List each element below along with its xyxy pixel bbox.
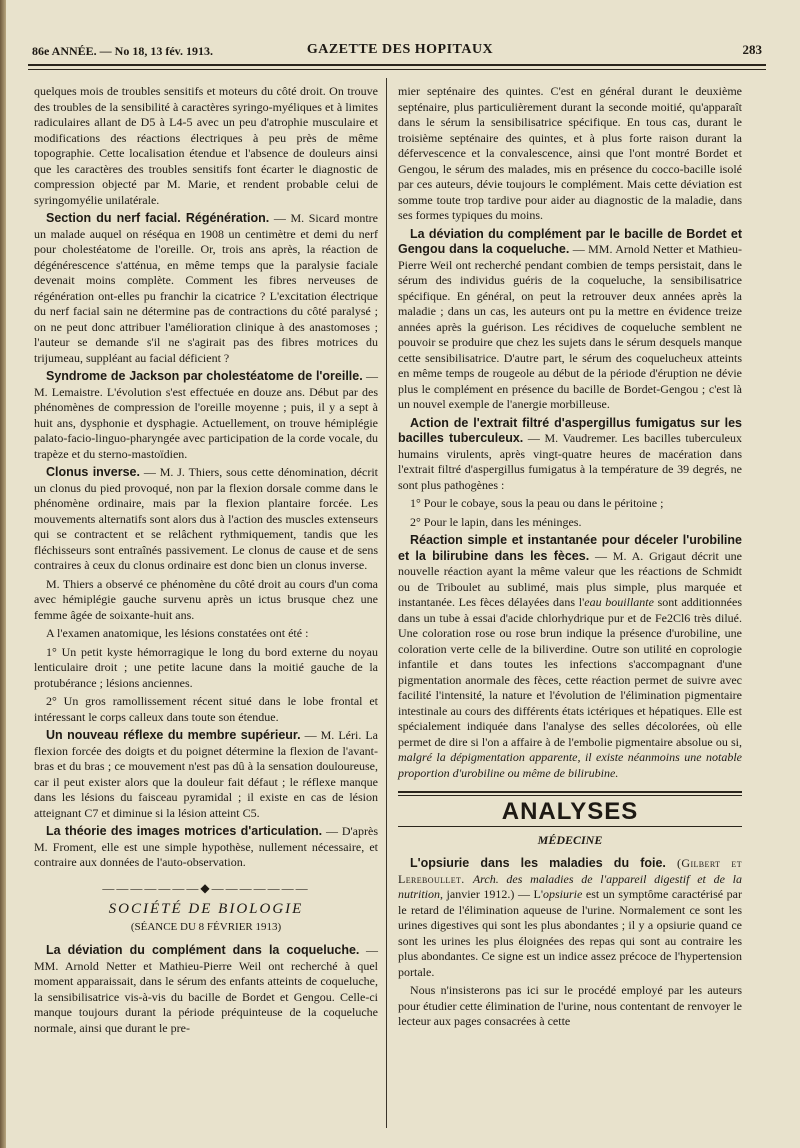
section-heading: L'opsiurie dans les maladies du foie. bbox=[410, 856, 666, 870]
analyses-rule-bottom bbox=[398, 826, 742, 827]
article-section-aspergillus bbox=[398, 416, 742, 494]
article-section-reflexe bbox=[34, 728, 378, 821]
paragraph: 1° Un petit kyste hémorragique le long du bord externe du noyau lenticulaire droit ; une petite lacune dans la moitié gauche de la protubérance ; lésions anciennes. bbox=[34, 644, 378, 690]
analysis-opsiurie bbox=[398, 856, 742, 980]
header-rule-thin bbox=[28, 69, 766, 70]
section-text: — M. Lemaistre. L'évolution s'est effectuée en douze ans. Début par des phénomènes de compression de l'oreille moyenne ; puis, il y a sept à huit ans, dysphonie et dysphagie. Actuellement, on trouve hémiplégie palato-facio-linguo-pharyngée avec participation de la corde vocale, du trapèze et du sterno-mastoïdien. bbox=[34, 369, 378, 461]
section-text: — M. A. Grigaut décrit une nouvelle réaction ayant la même valeur que les réactions de Schmidt ou de Triboulet au sublimé, mais plus simple, plus marquée et instantanée. Les fèces délayées dans l' bbox=[398, 548, 742, 609]
article-section-facial bbox=[34, 211, 378, 366]
section-heading: La déviation du complément dans la coqueluche. bbox=[46, 943, 360, 957]
paragraph: mier septénaire des quintes. C'est en général durant le deuxième septénaire, plus particulièrement durant la seconde moitié, qu'apparaît dans le sérum la sensibilisatrice spécifique. En tous cas, durant le troisième septénaire des quintes, et à plus forte raison durant la défervescence et la convalescence, ainsi que l'ont montré Bordet et Gengou, le sérum des malades, mis en présence du cocco-bacille isolé par ces auteurs, dévie toujours le complément. Mais cette déviation est somme toute trop tardive pour aider au diagnostic de la maladie, dans ses formes typiques du moins. bbox=[398, 84, 742, 222]
article-section-jackson bbox=[34, 369, 378, 462]
date-ref: , janvier 1912.) — L' bbox=[440, 887, 543, 901]
paragraph: 2° Pour le lapin, dans les méninges. bbox=[410, 514, 582, 529]
section-heading: Syndrome de Jackson par cholestéatome de l'oreille. bbox=[46, 369, 363, 383]
section-text: — M. Sicard montre un malade auquel on réséqua en 1908 un centimètre et demi du nerf pour cholestéatome de l'oreille. Or, trois ans après, la réaction de dégénérescence s'atténua, en même temps que la paralysie faciale devenait moins complète. Comment les fibres nerveuses de régénération ont-elles pu franchir la cicatrice ? L'excitation électrique du nerf facial sain ne détermine pas de contractions du côté paralysé ; on ne peut donc attribuer l'amélioration clinique à des anastomoses ; l'auteur se demande s'il ne s'agirait pas des fibres motrices du trijumeau, suppléant au facial déficient ? bbox=[34, 211, 378, 365]
article-section-urobiline bbox=[398, 533, 742, 781]
section-heading: Section du nerf facial. Régénération. bbox=[46, 211, 270, 225]
paragraph: 2° Un gros ramollissement récent situé dans le lobe frontal et intéressant le corps calleux dans toute son étendue. bbox=[34, 694, 378, 724]
paragraph: 1° Pour le cobaye, sous la peau ou dans le péritoine ; bbox=[410, 496, 664, 510]
paragraph: quelques mois de troubles sensitifs et moteurs du côté droit. On trouve des troubles de la sensibilité à caractères syringo-myéliques et à limites radiculaires allant de D5 à L4-5 avec un peu d'atrophie musculaire et modifications des réactions électriques à peu près de même topographie. Cette localisation étendue et l'absence de douleurs ainsi que les caractères des troubles sensitifs font écarter le diagnostic de compression objecté par M. Marie, et rendent probable celui de syringomyélie unilatérale. bbox=[34, 84, 378, 207]
journal-title: GAZETTE DES HOPITAUX bbox=[306, 42, 494, 57]
page-spine bbox=[0, 0, 6, 1148]
paragraph: M. Thiers a observé ce phénomène du côté droit au cours d'un coma avec hémiplégie gauche survenu après un ictus brusque chez une femme âgée de soixante-huit ans. bbox=[34, 576, 378, 622]
left-column bbox=[34, 84, 378, 1039]
section-text: est un symptôme caractérisé par le retard de l'élimination aqueuse de l'urine. Normalement ce sont les urines digestives qui sont les plus abondantes ; il y a opsiurie quand ce sont les urines les plus éloignées des repas qui sont au contraire les plus abondantes. Ce signe est un indice assez précoce de l'hypertension portale. bbox=[398, 887, 742, 979]
section-text: — M. Vaudremer. Les bacilles tuberculeux humains virulents, après vingt-quatre heures de macération dans l'extrait filtré d'aspergillus fumigatus à la température de 39 degrés, ne sont plus pathogènes : bbox=[398, 431, 742, 492]
issue-info: 86e ANNÉE. — No 18, 13 fév. 1913. bbox=[32, 44, 213, 58]
section-text: — M. J. Thiers, sous cette dénomination, décrit un clonus du pied provoqué, non par la flexion dorsale comme dans le phénomène ordinaire, mais par la flexion plantaire forcée. Les mouvements alternatifs sont alors dus à l'action des muscles extenseurs qui se contractent et se relâchent rythmiquement, tandis que les fléchisseurs sont entraînés passivement. Le clonus de cause et de sens contraires à ceux du clonus ordinaire est donc bien un clonus inverse. bbox=[34, 465, 378, 572]
authors: (Gilbert et Lereboullet. bbox=[398, 856, 742, 886]
section-heading: Action de l'extrait filtré d'aspergillus fumigatus sur les bacilles tuberculeux. bbox=[398, 415, 742, 445]
section-text: — M. Léri. La flexion forcée des doigts et du poignet détermine la flexion de l'avant-bras et du bras ; ce mouvement n'est pas dû à la sensation douloureuse, car il peut exister alors que la douleur fait défaut ; le réflexe manque dans les lésions du faisceau pyramidal ; il existe en cas de lésion atteignant C7 et diminue si la lésion atteint C5. bbox=[34, 728, 379, 820]
section-text: sont additionnées dans un tube à essai d'acide chlorhydrique pur et de Fe2Cl6 très dilué. Une coloration rose ou rose brun indique la présence d'urobiline, une coloration verte celle de la biliverdine. Outre son utilité en coprologie infantile et dans toutes les infections s'accompagnant d'une pigmentation anormale des fèces, cette réaction permet de suivre avec facilité l'intensité, la nature et l'évolution de l'élimination pigmentaire intestinale au cours des différents états ictériques et hépatiques. Elle est spécialement indiquée dans l'analyse des selles décolorées, où elle permet de dire si l'on a affaire à de l'embolie pigmentaire absolue ou si, bbox=[398, 595, 742, 749]
article-section-coqueluche bbox=[34, 943, 378, 1036]
analyses-rule-thin bbox=[398, 795, 742, 796]
analyses-heading: ANALYSES bbox=[501, 798, 639, 825]
section-heading: La déviation du complément par le bacille de Bordet et Gengou dans la coqueluche. bbox=[398, 226, 742, 256]
article-section-clonus bbox=[34, 465, 378, 574]
paragraph: A l'examen anatomique, les lésions constatées ont été : bbox=[46, 626, 309, 640]
society-session: (SÉANCE DU 8 FÉVRIER 1913) bbox=[130, 920, 282, 933]
paragraph: Nous n'insisterons pas ici sur le procédé employé par les auteurs pour étudier cette élimination de l'urine, nous contentant de renvoyer le lecteur aux pages consacrées à cette bbox=[398, 983, 742, 1028]
journal-ref: Arch. des maladies de l'appareil digestif et de la nutrition bbox=[398, 871, 742, 901]
section-heading: Clonus inverse. bbox=[46, 465, 140, 479]
article-section-theorie bbox=[34, 824, 378, 871]
society-title: SOCIÉTÉ DE BIOLOGIE bbox=[108, 901, 304, 917]
header-rule bbox=[28, 64, 766, 66]
italic-text: malgré la dépigmentation apparente, il existe néanmoins une notable proportion d'urobiline ou même de bilirubine. bbox=[398, 750, 742, 780]
medecine-heading: MÉDECINE bbox=[537, 832, 603, 847]
section-heading: La théorie des images motrices d'articulation. bbox=[46, 824, 323, 838]
italic-text: eau bouillante bbox=[584, 595, 654, 609]
column-divider bbox=[386, 78, 387, 1128]
ornament-divider: ———————◆——————— bbox=[102, 880, 310, 895]
section-heading: Un nouveau réflexe du membre supérieur. bbox=[46, 728, 301, 742]
section-text: — MM. Arnold Netter et Mathieu-Pierre Weil ont recherché à quel moment apparaissait, dans le sérum des enfants atteints de coqueluche, la sensibilisatrice vis-à-vis du bacille de Bordet et Gengou. Celle-ci manque toujours durant la période préquinteuse de la coqueluche normale, ainsi que durant le pre- bbox=[34, 943, 378, 1035]
analyses-rule bbox=[398, 791, 742, 793]
term: opsiurie bbox=[543, 887, 583, 901]
section-heading: Réaction simple et instantanée pour déceler l'urobiline et la bilirubine dans les fèces. bbox=[398, 533, 742, 563]
article-section-bordet bbox=[398, 227, 742, 413]
running-header bbox=[24, 40, 776, 60]
right-column bbox=[398, 84, 742, 1033]
section-text: — MM. Arnold Netter et Mathieu-Pierre Weil ont recherché pendant combien de temps persistait, dans le sérum des individus guéris de la coqueluche, la sensibilisatrice spécifique. En général, on peut la retrouver deux années après la maladie ; dans un cas, les auteurs ont pu la mettre en évidence treize années après la guérison. Les récidives de coqueluche semblent ne pouvoir se produire que chez les sujets dans le sérum desquels manque cette sensibilisatrice. D'autre part, le sérum des coquelucheux atteints en même temps de rougeole au début de la période d'éruption ne dévie plus le complément en présence du bacille de Bordet-Gengou ; c'est là un nouvel exemple de l'anergie morbilleuse. bbox=[398, 242, 742, 411]
page-number: 283 bbox=[742, 42, 762, 57]
section-text: — D'après M. Froment, elle est une simple hypothèse, nullement nécessaire, et contraire aux données de l'auto-observation. bbox=[34, 824, 378, 869]
